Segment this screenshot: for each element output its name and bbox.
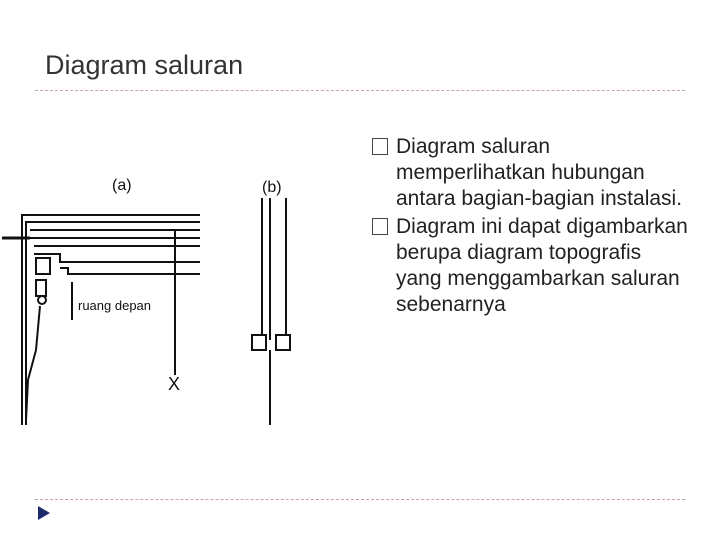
diagram-label-b: (b) (262, 179, 282, 196)
square-bullet-icon (372, 218, 388, 235)
bullet-text: Diagram saluran memperlihatkan hubungan antara bagian-bagian instalasi. (396, 135, 683, 210)
diagram-marker: X (168, 374, 181, 394)
title-divider (35, 90, 685, 91)
installation-diagram (0, 150, 300, 435)
bullet-text: Diagram ini dapat digambarkan berupa diagram topografis yang menggambarkan saluran sebenarnya (396, 215, 688, 316)
bullet-item (372, 134, 692, 212)
slide-title: Diagram saluran (45, 50, 244, 80)
bullet-item (372, 214, 692, 318)
room-label: ruang depan (78, 298, 152, 313)
square-bullet-icon (372, 138, 388, 155)
footer-divider (35, 499, 685, 500)
next-slide-arrow-icon[interactable] (36, 505, 52, 521)
bullet-list (372, 134, 692, 320)
diagram-label-a: (a) (112, 177, 132, 194)
